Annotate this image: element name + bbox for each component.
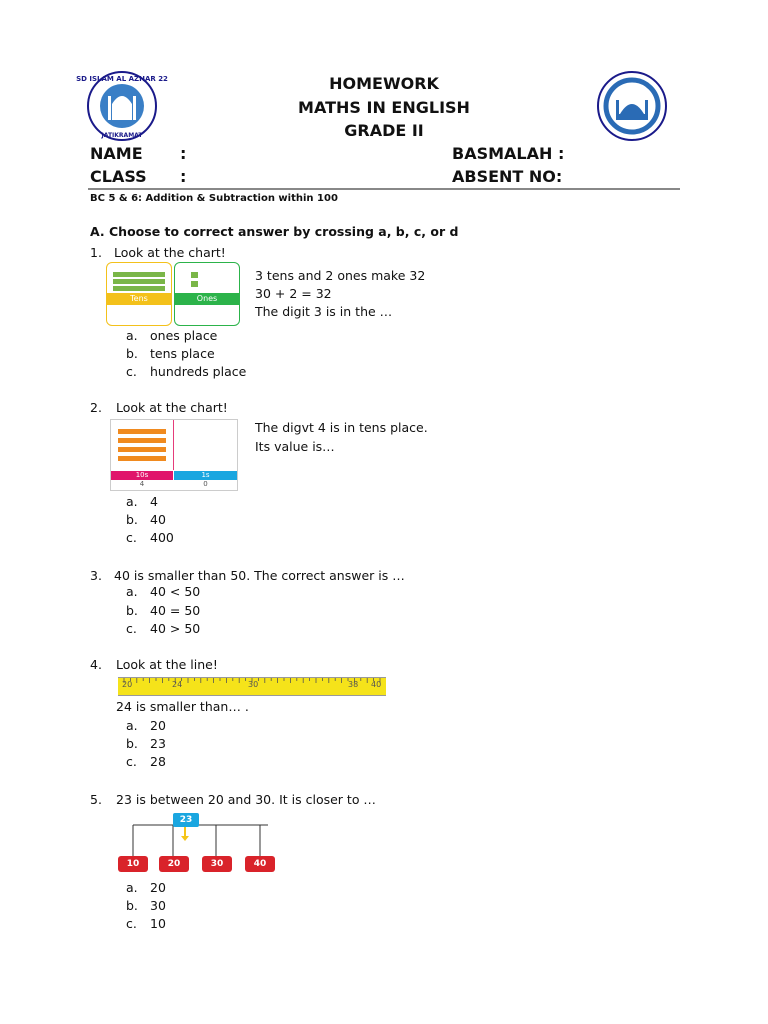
question-2-line-1: The digvt 4 is in tens place. [255,420,428,435]
topic-line: BC 5 & 6: Addition & Subtraction within 100 [90,193,338,204]
q5-option-b-text[interactable]: 30 [150,898,166,913]
q1-option-a-letter[interactable]: a. [126,328,138,343]
header-divider [88,188,680,190]
q1-option-c-text[interactable]: hundreds place [150,364,247,379]
question-5-number: 5. [90,792,102,807]
question-5-text: 23 is between 20 and 30. It is closer to … [116,792,376,807]
choice-box-30: 30 [202,856,232,872]
ruler-label-30: 30 [248,680,259,689]
question-1-line-1: 3 tens and 2 ones make 32 [255,268,426,283]
q1-option-b-text[interactable]: tens place [150,346,215,361]
rounding-diagram [110,810,280,876]
q4-option-a-letter[interactable]: a. [126,718,138,733]
ones-panel [174,262,240,326]
target-number-box: 23 [173,813,199,827]
q3-option-c-letter[interactable]: c. [126,621,137,636]
question-4-line-1: 24 is smaller than… . [116,699,249,714]
name-label: NAME [90,144,143,163]
q1-option-c-letter[interactable]: c. [126,364,137,379]
class-label: CLASS [90,167,147,186]
tens-header: 10s [111,471,173,480]
basmalah-label: BASMALAH : [452,144,565,163]
ones-cubes-icon [189,271,209,291]
ruler-label-40: 40 [371,680,382,689]
q2-option-a-letter[interactable]: a. [126,494,138,509]
q5-option-a-text[interactable]: 20 [150,880,166,895]
q5-option-a-letter[interactable]: a. [126,880,138,895]
tens-rods-icon [117,428,169,464]
q3-option-c-text[interactable]: 40 > 50 [150,621,201,636]
name-colon: : [180,144,187,163]
question-4-text: Look at the line! [116,657,218,672]
q1-option-b-letter[interactable]: b. [126,346,138,361]
q3-option-b-text[interactable]: 40 = 50 [150,603,201,618]
ruler-label-24: 24 [172,680,183,689]
question-3-text: 40 is smaller than 50. The correct answer is … [114,568,405,583]
tens-label: Tens [107,293,171,305]
tens-rods-icon [111,271,167,293]
place-value-chart-1 [106,262,242,326]
class-colon: : [180,167,187,186]
q2-option-c-text[interactable]: 400 [150,530,174,545]
q5-option-c-text[interactable]: 10 [150,916,166,931]
tens-panel [106,262,172,326]
grade-title: GRADE II [344,121,424,140]
question-1-text: Look at the chart! [114,245,226,260]
q2-option-c-letter[interactable]: c. [126,530,137,545]
number-line-ruler [118,677,386,696]
choice-box-10: 10 [118,856,148,872]
ones-value: 0 [203,480,208,488]
q3-option-b-letter[interactable]: b. [126,603,138,618]
svg-text:SD ISLAM AL AZHAR 22: SD ISLAM AL AZHAR 22 [76,75,168,83]
place-value-chart-2 [110,419,238,491]
question-2-text: Look at the chart! [116,400,228,415]
q3-option-a-text[interactable]: 40 < 50 [150,584,201,599]
question-4-number: 4. [90,657,102,672]
tens-value: 4 [139,480,145,488]
page-subtitle: MATHS IN ENGLISH [298,98,470,117]
q2-option-b-text[interactable]: 40 [150,512,166,527]
q2-option-b-letter[interactable]: b. [126,512,138,527]
question-3-number: 3. [90,568,102,583]
ones-label: Ones [175,293,239,305]
q4-option-c-letter[interactable]: c. [126,754,137,769]
absent-number-label: ABSENT NO: [452,167,563,186]
question-2-number: 2. [90,400,102,415]
ruler-label-38: 38 [348,680,359,689]
q2-option-a-text[interactable]: 4 [150,494,158,509]
ruler-label-20: 20 [122,680,133,689]
section-a-instruction: A. Choose to correct answer by crossing a, b, c, or d [90,224,459,239]
q3-option-a-letter[interactable]: a. [126,584,138,599]
question-2-line-2: Its value is… [255,439,335,454]
q4-option-b-letter[interactable]: b. [126,736,138,751]
q4-option-b-text[interactable]: 23 [150,736,166,751]
q5-option-c-letter[interactable]: c. [126,916,137,931]
question-1-line-2: 30 + 2 = 32 [255,286,332,301]
q1-option-a-text[interactable]: ones place [150,328,218,343]
page-title: HOMEWORK [329,74,439,93]
ones-header: 1s [174,471,237,480]
question-1-number: 1. [90,245,102,260]
q4-option-a-text[interactable]: 20 [150,718,166,733]
q4-option-c-text[interactable]: 28 [150,754,166,769]
choice-box-40: 40 [245,856,275,872]
choice-box-20: 20 [159,856,189,872]
svg-text:JATIKRAMAT: JATIKRAMAT [101,132,143,139]
question-1-line-3: The digit 3 is in the … [255,304,393,319]
q5-option-b-letter[interactable]: b. [126,898,138,913]
